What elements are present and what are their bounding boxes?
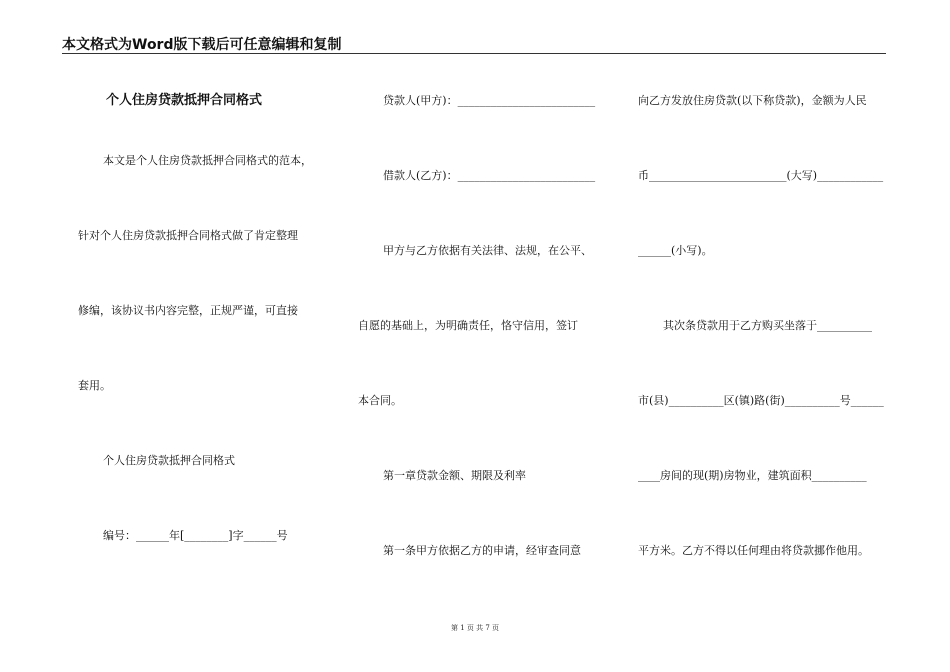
contract-subtitle: 个人住房贷款抵押合同格式	[103, 454, 235, 467]
intro-line-1: 本文是个人住房贷款抵押合同格式的范本，	[103, 154, 312, 167]
article-2-line-3: ____房间的现(期)房物业，建筑面积__________	[638, 469, 867, 482]
article-2-line-4: 平方米。乙方不得以任何理由将贷款挪作他用。	[638, 544, 869, 557]
article-2-line-1: 其次条贷款用于乙方购买坐落于__________	[663, 319, 872, 332]
loan-line-2: 币_________________________(大写)____________	[638, 169, 884, 182]
article-2-line-2: 市(县)__________区(镇)路(街)__________号______	[638, 394, 884, 407]
article-1-line: 第一条甲方依据乙方的申请，经审查同意	[383, 544, 581, 557]
document-title: 个人住房贷款抵押合同格式	[106, 93, 263, 108]
loan-line-1: 向乙方发放住房贷款(以下称贷款)，金额为人民	[638, 94, 867, 107]
preamble-line-1: 甲方与乙方依据有关法律、法规，在公平、	[383, 244, 592, 257]
loan-line-3: ______(小写)。	[638, 244, 713, 257]
contract-number-line: 编号：______年[________]字______号	[103, 529, 288, 542]
intro-line-3: 修编，该协议书内容完整，正规严谨，可直接	[78, 304, 298, 317]
intro-line-2: 针对个人住房贷款抵押合同格式做了肯定整理	[78, 229, 298, 242]
lender-field: 贷款人(甲方)：_________________________	[383, 94, 596, 107]
chapter-heading: 第一章贷款金额、期限及利率	[383, 469, 526, 482]
document-header: 本文格式为Word版下载后可任意编辑和复制	[62, 37, 342, 53]
preamble-line-3: 本合同。	[358, 394, 402, 407]
intro-line-4: 套用。	[78, 379, 111, 392]
preamble-line-2: 自愿的基础上，为明确责任，恪守信用，签订	[358, 319, 578, 332]
borrower-field: 借款人(乙方)：_________________________	[383, 169, 596, 182]
header-divider	[62, 53, 886, 54]
page-number: 第 1 页 共 7 页	[450, 624, 500, 632]
